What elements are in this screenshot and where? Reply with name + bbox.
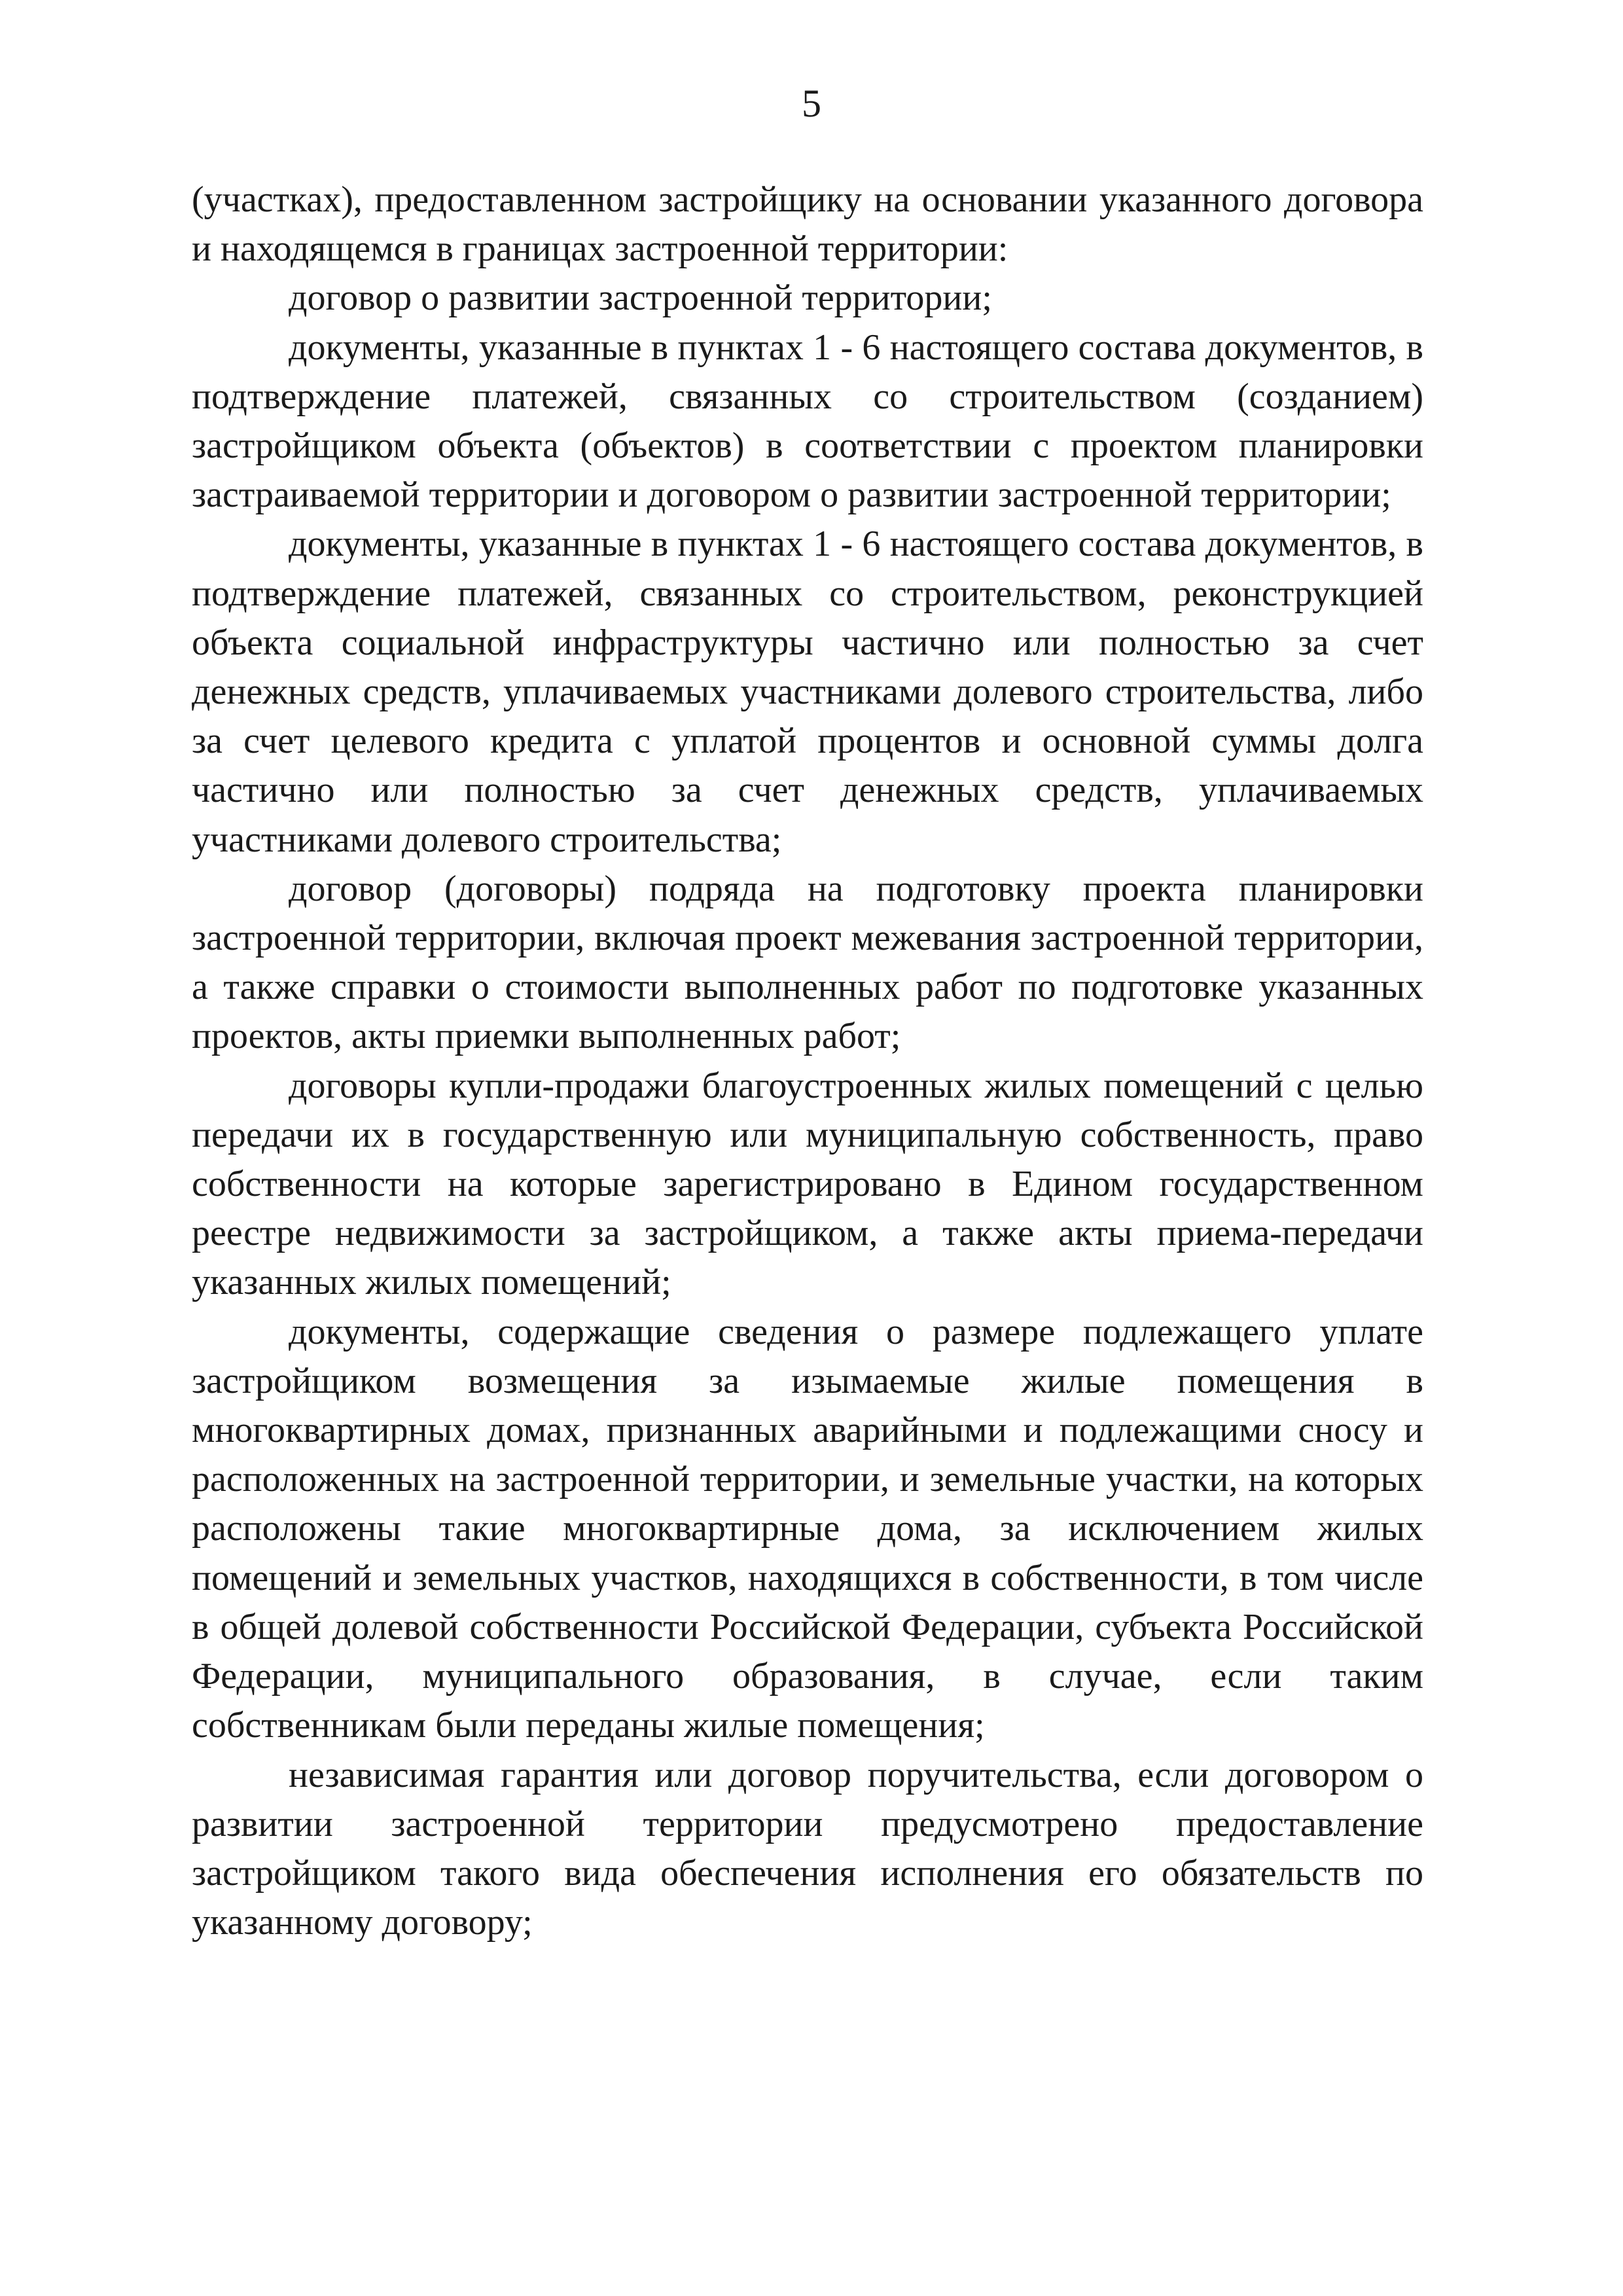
- paragraph-social-infrastructure-payments: документы, указанные в пунктах 1 - 6 настоящего состава документов, в подтверждение платежей, связанных со строительством, реконструкцией объекта социальной инфраструктуры частично или полностью за счет денежных средств, уплачиваемых участниками долевого строительства, либо за счет целевого кредита с уплатой процентов и основной суммы долга частично или полностью за счет денежных средств, уплачиваемых участниками долевого строительства;: [192, 524, 1423, 860]
- paragraph-compensation-documents: документы, содержащие сведения о размере подлежащего уплате застройщиком возмещения за изымаемые жилые помещения в многоквартирных домах, признанных аварийными и подлежащими сносу и расположенных на застроенной территории, и земельные участки, на которых расположены такие многоквартирные дома, за исключением жилых помещений и земельных участков, находящихся в собственности, в том числе в общей долевой собственности Российской Федерации, субъекта Российской Федерации, муниципального образования, в случае, если таким собственникам были переданы жилые помещения;: [192, 1311, 1423, 1746]
- page-number: 5: [802, 82, 821, 125]
- paragraph-development-agreement: договор о развитии застроенной территории;: [289, 278, 992, 319]
- paragraph-construction-payments: документы, указанные в пунктах 1 - 6 настоящего состава документов, в подтверждение платежей, связанных со строительством (созданием) застройщиком объекта (объектов) в соответствии с проектом планировки застраиваемой территории и договором о развитии застроенной территории;: [192, 327, 1423, 516]
- paragraph-guarantee: независимая гарантия или договор поручительства, если договором о развитии застроенной территории предусмотрено предоставление застройщиком такого вида обеспечения исполнения его обязательств по указанному договору;: [192, 1754, 1423, 1943]
- paragraph-continuation: (участках), предоставленном застройщику на основании указанного договора и находящемся в границах застроенной территории:: [192, 179, 1423, 270]
- document-body: [192, 175, 1423, 1947]
- paragraph-purchase-agreements: договоры купли-продажи благоустроенных жилых помещений с целью передачи их в государственную или муниципальную собственность, право собственности на которые зарегистрировано в Едином государственном реестре недвижимости за застройщиком, а также акты приема-передачи указанных жилых помещений;: [192, 1065, 1423, 1303]
- paragraph-planning-contracts: договор (договоры) подряда на подготовку проекта планировки застроенной территории, включая проект межевания застроенной территории, а также справки о стоимости выполненных работ по подготовке указанных проектов, акты приемки выполненных работ;: [192, 868, 1423, 1057]
